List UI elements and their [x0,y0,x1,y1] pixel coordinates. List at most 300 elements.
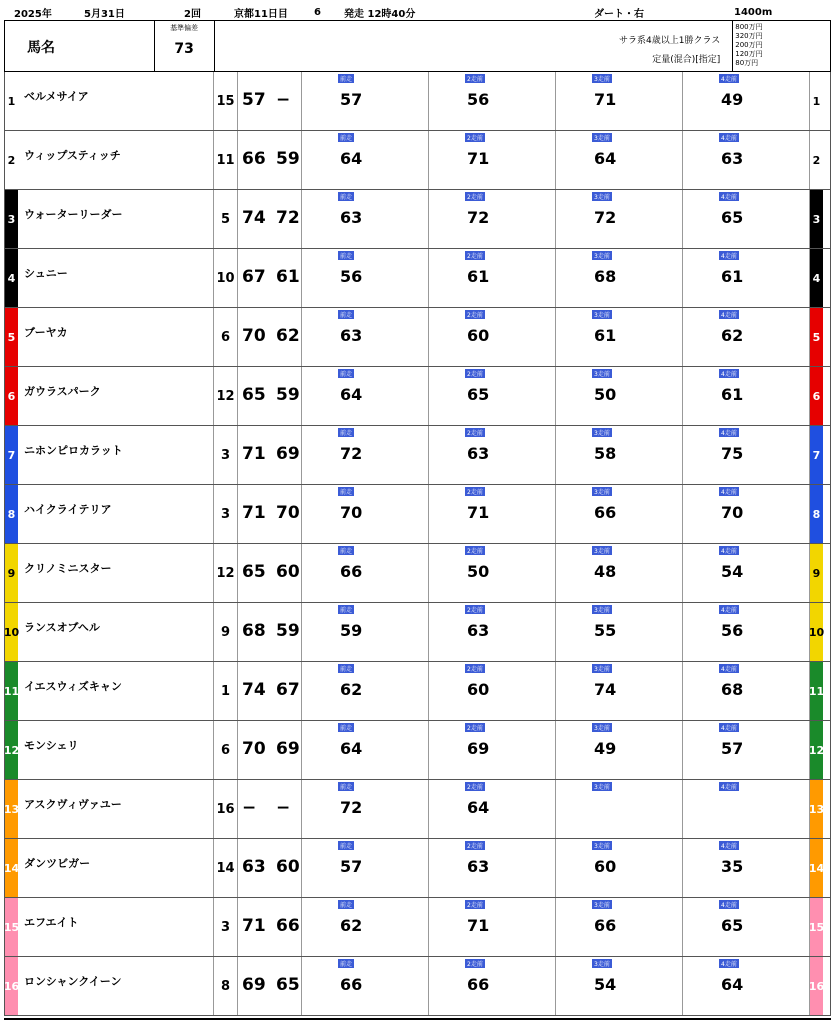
horse-row [4,249,831,308]
class-tag: 3走前 [594,666,610,673]
best-index: 66 [242,149,266,169]
class-tag: 前走 [340,371,353,378]
index-block [238,190,302,248]
class-tag: 2走前 [467,489,483,496]
past-race [429,603,556,661]
past-race [683,308,810,366]
past-race [302,898,429,956]
horse-number: 9 [5,544,18,602]
index-block [238,898,302,956]
best-index: 71 [242,503,266,523]
past-race [429,249,556,307]
horse-number-right: 1 [810,72,823,130]
class-tag: 前走 [340,135,353,142]
class-tag: 2走前 [467,843,483,850]
race-header [4,4,831,20]
class-tag: 前走 [340,548,353,555]
speed-index: 66 [340,975,363,994]
best-index: 71 [242,444,266,464]
past-race [683,426,810,484]
class-tag: 2走前 [467,135,483,142]
second-index: 59 [276,149,300,169]
horse-info [18,544,214,602]
horse-row [4,839,831,898]
class-tag: 4走前 [721,725,737,732]
rank: 10 [214,249,238,307]
rank: 16 [214,780,238,838]
horse-number: 6 [5,367,18,425]
race-class: サラ系4歳以上1勝クラス [619,36,721,46]
best-index: 70 [242,739,266,759]
speed-index: 58 [594,444,617,463]
past-race [302,72,429,130]
class-tag: 4走前 [721,666,737,673]
speed-index: 50 [467,562,490,581]
speed-index: 68 [721,680,744,699]
class-tag: 前走 [340,253,353,260]
class-tag: 2走前 [467,902,483,909]
past-race [683,131,810,189]
horse-number-right: 2 [810,131,823,189]
speed-index: 66 [594,916,617,935]
past-race [683,485,810,543]
class-tag: 2走前 [467,666,483,673]
past-race [556,662,683,720]
speed-index: 71 [467,149,490,168]
index-block [238,839,302,897]
speed-index: 61 [467,267,490,286]
class-tag: 2走前 [467,194,483,201]
past-race [556,780,683,838]
horse-number: 8 [5,485,18,543]
speed-index: 56 [721,621,744,640]
horse-number-right: 14 [810,839,823,897]
horse-name[interactable]: ロンシャンクイーン [24,975,122,988]
horse-name[interactable]: ニホンピロカラット [24,444,123,457]
speed-index: 49 [721,90,744,109]
speed-index: 65 [721,208,744,227]
horse-number: 16 [5,957,18,1015]
horse-name[interactable]: エフエイト [24,916,79,929]
horse-number: 13 [5,780,18,838]
past-race [556,426,683,484]
second-index: 66 [276,916,300,936]
speed-index: 70 [340,503,363,522]
second-index: 59 [276,385,300,405]
horse-number-right: 4 [810,249,823,307]
rank: 12 [214,367,238,425]
speed-index: 48 [594,562,617,581]
best-index: 57 [242,90,266,110]
best-index: 74 [242,680,266,700]
past-race [429,426,556,484]
speed-index: 63 [340,326,363,345]
past-race [556,898,683,956]
speed-index: 72 [467,208,490,227]
index-block [238,308,302,366]
rank: 15 [214,72,238,130]
class-tag: 3走前 [594,430,610,437]
speed-index: 62 [340,916,363,935]
speed-index: 60 [594,857,617,876]
class-tag: 4走前 [721,76,737,83]
speed-index: 63 [467,621,490,640]
class-tag: 4走前 [721,312,737,319]
speed-index: 61 [721,267,744,286]
past-race [556,367,683,425]
horse-number-right: 15 [810,898,823,956]
horse-number: 4 [5,249,18,307]
rank: 9 [214,603,238,661]
rank: 6 [214,308,238,366]
past-race [429,780,556,838]
horse-row [4,957,831,1016]
best-index: 65 [242,385,266,405]
class-tag: 4走前 [721,430,737,437]
class-tag: 4走前 [721,607,737,614]
speed-index: 62 [340,680,363,699]
past-race [429,721,556,779]
horse-info [18,485,214,543]
year: 2025年 [14,8,52,20]
speed-index: 66 [340,562,363,581]
past-race [429,308,556,366]
horse-number: 12 [5,721,18,779]
class-tag: 4走前 [721,548,737,555]
class-tag: 前走 [340,902,353,909]
horse-row [4,190,831,249]
index-block [238,485,302,543]
horse-number-right: 7 [810,426,823,484]
base-value: 73 [174,41,194,57]
rank: 12 [214,544,238,602]
rank: 8 [214,957,238,1015]
best-index: 68 [242,621,266,641]
past-race [556,603,683,661]
past-race [429,898,556,956]
speed-index: 56 [340,267,363,286]
horse-info [18,426,214,484]
past-race [429,131,556,189]
index-block [238,72,302,130]
past-race [556,308,683,366]
rank: 3 [214,898,238,956]
speed-index: 63 [721,149,744,168]
second-index: 62 [276,326,300,346]
past-race [683,957,810,1015]
speed-index: 64 [594,149,617,168]
horse-info [18,308,214,366]
distance: 1400m [734,6,773,18]
second-index: 69 [276,444,300,464]
speed-index: 66 [594,503,617,522]
class-tag: 3走前 [594,843,610,850]
index-block [238,662,302,720]
horse-name[interactable]: ガウラスパーク [24,385,101,398]
past-race [556,131,683,189]
horse-number-right: 8 [810,485,823,543]
class-tag: 前走 [340,843,353,850]
past-race [683,662,810,720]
speed-index: 71 [594,90,617,109]
horse-info [18,367,214,425]
speed-index: 64 [340,739,363,758]
venue: 京都11日目 [234,8,288,20]
horse-row [4,780,831,839]
past-race [683,721,810,779]
horse-info [18,839,214,897]
speed-index: 74 [594,680,617,699]
past-race [302,308,429,366]
class-tag: 4走前 [721,961,737,968]
horse-row [4,367,831,426]
past-race [556,721,683,779]
past-race [302,721,429,779]
speed-index: 57 [721,739,744,758]
horse-number: 10 [5,603,18,661]
speed-index: 65 [721,916,744,935]
best-index: 65 [242,562,266,582]
footer-line [4,1018,831,1020]
prize-list: 800万円 320万円 200万円 120万円 80万円 [735,23,763,67]
past-race [302,249,429,307]
round: 2回 [184,8,201,20]
horse-number-right: 5 [810,308,823,366]
past-race [302,190,429,248]
horse-info [18,721,214,779]
past-race [302,131,429,189]
class-tag: 4走前 [721,843,737,850]
second-index: 59 [276,621,300,641]
past-race [429,957,556,1015]
past-race [302,426,429,484]
past-race [302,544,429,602]
column-title: 馬名 [27,40,55,56]
speed-index: 65 [467,385,490,404]
horse-number-right: 16 [810,957,823,1015]
past-race [556,957,683,1015]
class-tag: 2走前 [467,607,483,614]
horse-info [18,131,214,189]
speed-index: 49 [594,739,617,758]
class-tag: 前走 [340,76,353,83]
past-race [429,839,556,897]
past-race [683,780,810,838]
horse-name[interactable]: アスクヴィヴァユー [24,798,122,811]
speed-index: 62 [721,326,744,345]
speed-index: 35 [721,857,744,876]
horse-number: 14 [5,839,18,897]
horse-info [18,898,214,956]
class-tag: 前走 [340,489,353,496]
past-race [556,190,683,248]
speed-index: 72 [340,444,363,463]
index-block [238,367,302,425]
class-tag: 4走前 [721,253,737,260]
horse-row [4,485,831,544]
past-race [683,72,810,130]
class-tag: 2走前 [467,784,483,791]
class-tag: 4走前 [721,194,737,201]
class-tag: 2走前 [467,76,483,83]
horse-number-right: 13 [810,780,823,838]
horse-row [4,72,831,131]
horse-name[interactable]: イエスウィズキャン [24,680,122,693]
rank: 6 [214,721,238,779]
class-tag: 2走前 [467,430,483,437]
class-tag: 3走前 [594,312,610,319]
speed-index: 72 [594,208,617,227]
class-tag: 4走前 [721,371,737,378]
horse-row [4,308,831,367]
class-tag: 3走前 [594,76,610,83]
class-tag: 4走前 [721,902,737,909]
class-tag: 前走 [340,430,353,437]
horse-name[interactable]: ランスオブヘル [24,621,100,634]
speed-index: 64 [721,975,744,994]
past-race [429,72,556,130]
horse-rows [4,72,831,1016]
index-block [238,544,302,602]
class-tag: 前走 [340,666,353,673]
past-race [429,662,556,720]
speed-index: 56 [467,90,490,109]
horse-name[interactable]: ダンツビガー [24,857,91,870]
index-block [238,780,302,838]
class-tag: 4走前 [721,784,737,791]
horse-name[interactable]: ブーヤカ [24,326,68,339]
class-tag: 3走前 [594,371,610,378]
class-tag: 4走前 [721,489,737,496]
rank: 5 [214,190,238,248]
index-block [238,603,302,661]
speed-index: 70 [721,503,744,522]
horse-row [4,662,831,721]
class-tag: 3走前 [594,961,610,968]
class-tag: 3走前 [594,784,610,791]
horse-number-right: 6 [810,367,823,425]
second-index: 67 [276,680,300,700]
speed-index: 63 [467,444,490,463]
horse-name[interactable]: モンシェリ [24,739,79,752]
index-block [238,721,302,779]
base-label: 基準偏差 [170,24,199,32]
speed-index: 57 [340,857,363,876]
horse-number: 11 [5,662,18,720]
second-index: 70 [276,503,300,523]
past-race [683,367,810,425]
best-index: 74 [242,208,266,228]
past-race [429,190,556,248]
past-race [302,780,429,838]
class-tag: 3走前 [594,194,610,201]
horse-info [18,603,214,661]
horse-row [4,603,831,662]
horse-info [18,190,214,248]
race-sheet [4,4,831,1020]
horse-row [4,898,831,957]
best-index: 71 [242,916,266,936]
index-block [238,131,302,189]
horse-name[interactable]: ウィップスティッチ [24,149,121,162]
past-race [302,662,429,720]
index-block [238,426,302,484]
speed-index: 54 [721,562,744,581]
speed-index: 75 [721,444,744,463]
speed-index: 68 [594,267,617,286]
class-tag: 前走 [340,784,353,791]
horse-number: 7 [5,426,18,484]
past-race [683,898,810,956]
header-block [4,20,831,72]
second-index: 60 [276,562,300,582]
speed-index: 63 [467,857,490,876]
speed-index: 69 [467,739,490,758]
class-tag: 3走前 [594,607,610,614]
horse-number: 3 [5,190,18,248]
horse-name[interactable]: クリノミニスター [24,562,112,575]
horse-number: 15 [5,898,18,956]
class-tag: 前走 [340,607,353,614]
best-index: 67 [242,267,266,287]
second-index: − [276,798,291,818]
past-race [302,485,429,543]
second-index: 72 [276,208,300,228]
past-race [683,603,810,661]
best-index: 69 [242,975,266,995]
surface: ダート・右 [594,8,644,20]
past-race [683,190,810,248]
best-index: − [242,798,257,818]
past-race [302,839,429,897]
rank: 3 [214,485,238,543]
horse-number-right: 10 [810,603,823,661]
speed-index: 60 [467,680,490,699]
class-tag: 2走前 [467,312,483,319]
past-race [683,839,810,897]
horse-number-right: 9 [810,544,823,602]
second-index: 65 [276,975,300,995]
past-race [683,249,810,307]
horse-number-right: 11 [810,662,823,720]
past-race [683,544,810,602]
class-tag: 2走前 [467,725,483,732]
class-tag: 3走前 [594,489,610,496]
speed-index: 60 [467,326,490,345]
horse-info [18,780,214,838]
horse-name[interactable]: シュニー [24,267,68,280]
speed-index: 50 [594,385,617,404]
class-tag: 2走前 [467,253,483,260]
horse-name[interactable]: ハイクライテリア [24,503,112,516]
rank: 11 [214,131,238,189]
speed-index: 71 [467,916,490,935]
past-race [429,485,556,543]
class-tag: 3走前 [594,725,610,732]
class-tag: 前走 [340,725,353,732]
speed-index: 57 [340,90,363,109]
second-index: 61 [276,267,300,287]
class-tag: 前走 [340,961,353,968]
index-block [238,957,302,1015]
horse-name[interactable]: ベルメサイア [24,90,89,103]
class-tag: 2走前 [467,961,483,968]
past-race [556,544,683,602]
speed-index: 54 [594,975,617,994]
horse-name[interactable]: ウォーターリーダー [24,208,123,221]
speed-index: 59 [340,621,363,640]
horse-row [4,544,831,603]
